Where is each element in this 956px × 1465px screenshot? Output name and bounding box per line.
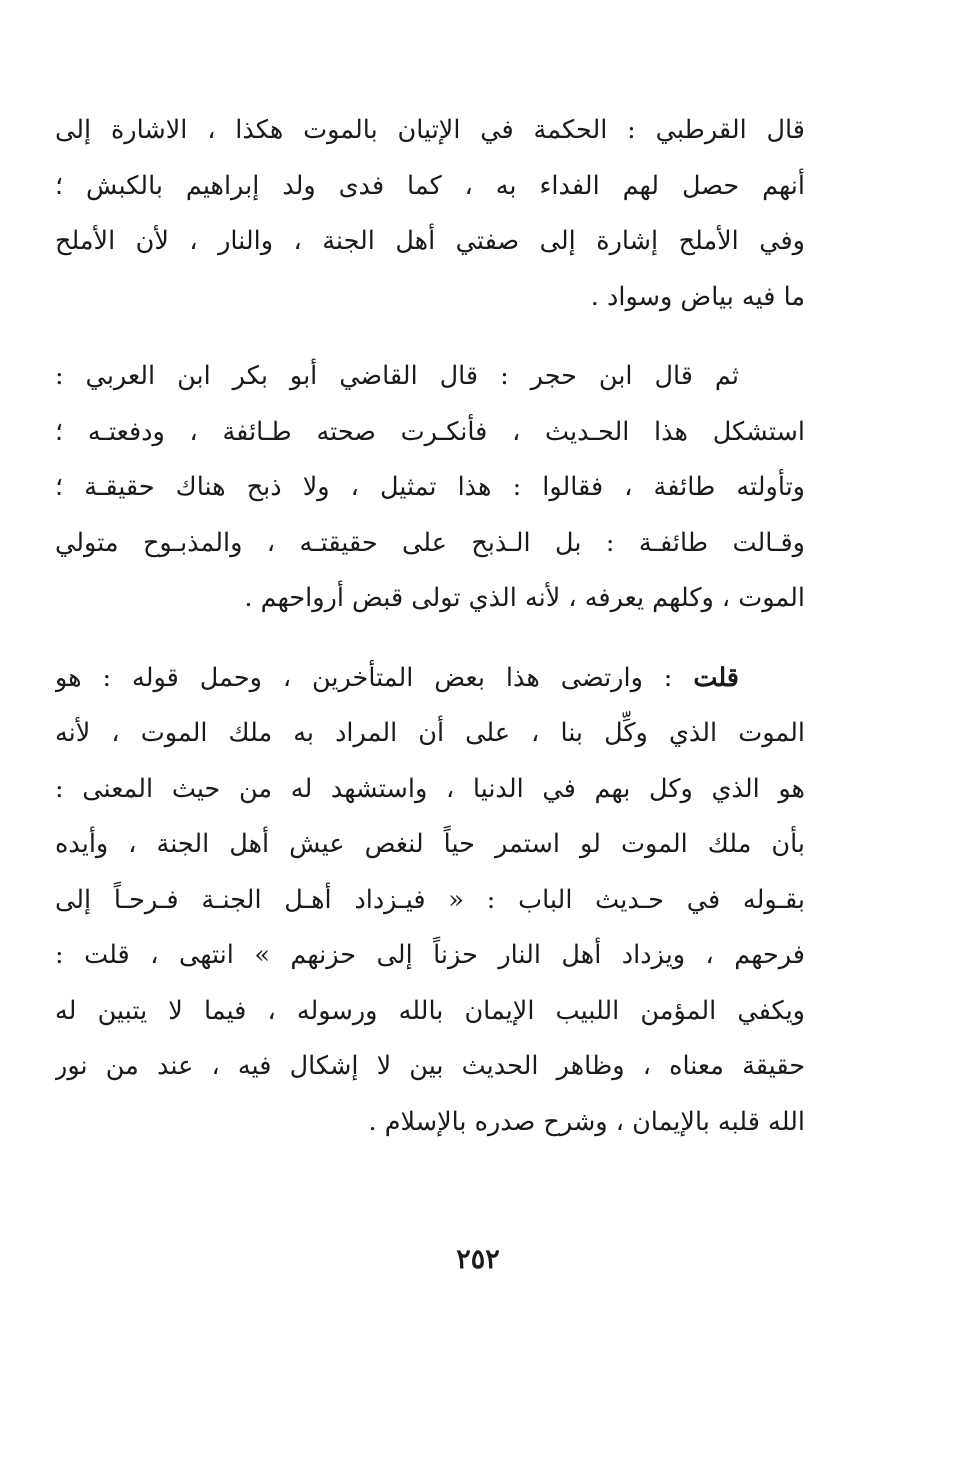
- text-line: بقـوله في حـديث الباب : « فيـزداد أهـل الجنـة فـرحـاً إلى: [55, 884, 805, 915]
- page-number: ٢٥٢: [456, 1244, 500, 1275]
- text-line: ثم قال ابن حجر : قال القاضي أبو بكر ابن العربي :: [55, 361, 739, 391]
- text-line: فرحهم ، ويزداد أهل النار حزناً إلى حزنهم » انتهى ، قلت :: [55, 940, 805, 970]
- text-line: الله قلبه بالإيمان ، وشرح صدره بالإسلام .: [368, 1106, 805, 1137]
- text-line: الموت ، وكلهم يعرفه ، لأنه الذي تولى قبض أرواحهم .: [244, 583, 805, 613]
- paragraph-ibn-hajar: [55, 349, 805, 627]
- text-line: وتأولته طائفة ، فقالوا : هذا تمثيل ، ولا ذبح هناك حقيقـة ؛: [55, 472, 805, 502]
- text-line-rest: : وارتضى هذا بعض المتأخرين ، وحمل قوله : هو: [55, 662, 694, 693]
- text-line: الموت الذي وكِّل بنا ، على أن المراد به ملك الموت ، لأنه: [55, 718, 805, 748]
- text-line: بأن ملك الموت لو استمر حياً لنغص عيش أهل الجنة ، وأيده: [55, 829, 805, 859]
- text-line: حقيقة معناه ، وظاهر الحديث بين لا إشكال فيه ، عند من نور: [55, 1051, 805, 1081]
- paragraph-qurtubi: [55, 103, 805, 325]
- text-line: أنهم حصل لهم الفداء به ، كما فدى ولد إبراهيم بالكبش ؛: [55, 170, 805, 201]
- text-line: [55, 651, 805, 707]
- text-line: ما فيه بياض وسواد .: [590, 281, 805, 312]
- body-text: [55, 103, 805, 1174]
- paragraph-qultu: [55, 651, 805, 1151]
- text-line: وقـالت طائفـة : بل الـذبح على حقيقتـه ، والمذبـوح متولي: [55, 527, 805, 558]
- text-line: هو الذي وكل بهم في الدنيا ، واستشهد له من حيث المعنى :: [55, 773, 805, 804]
- text-line: ويكفي المؤمن اللبيب الإيمان بالله ورسوله ، فيما لا يتبين له: [55, 995, 805, 1026]
- lead-word-qultu: قلت: [693, 662, 739, 693]
- text-line: قال القرطبي : الحكمة في الإتيان بالموت هكذا ، الاشارة إلى: [55, 115, 805, 145]
- text-line: استشكل هذا الحـديث ، فأنكـرت صحته طـائفة ، ودفعتـه ؛: [55, 416, 805, 447]
- text-line: وفي الأملح إشارة إلى صفتي أهل الجنة ، والنار ، لأن الأملح: [55, 226, 805, 256]
